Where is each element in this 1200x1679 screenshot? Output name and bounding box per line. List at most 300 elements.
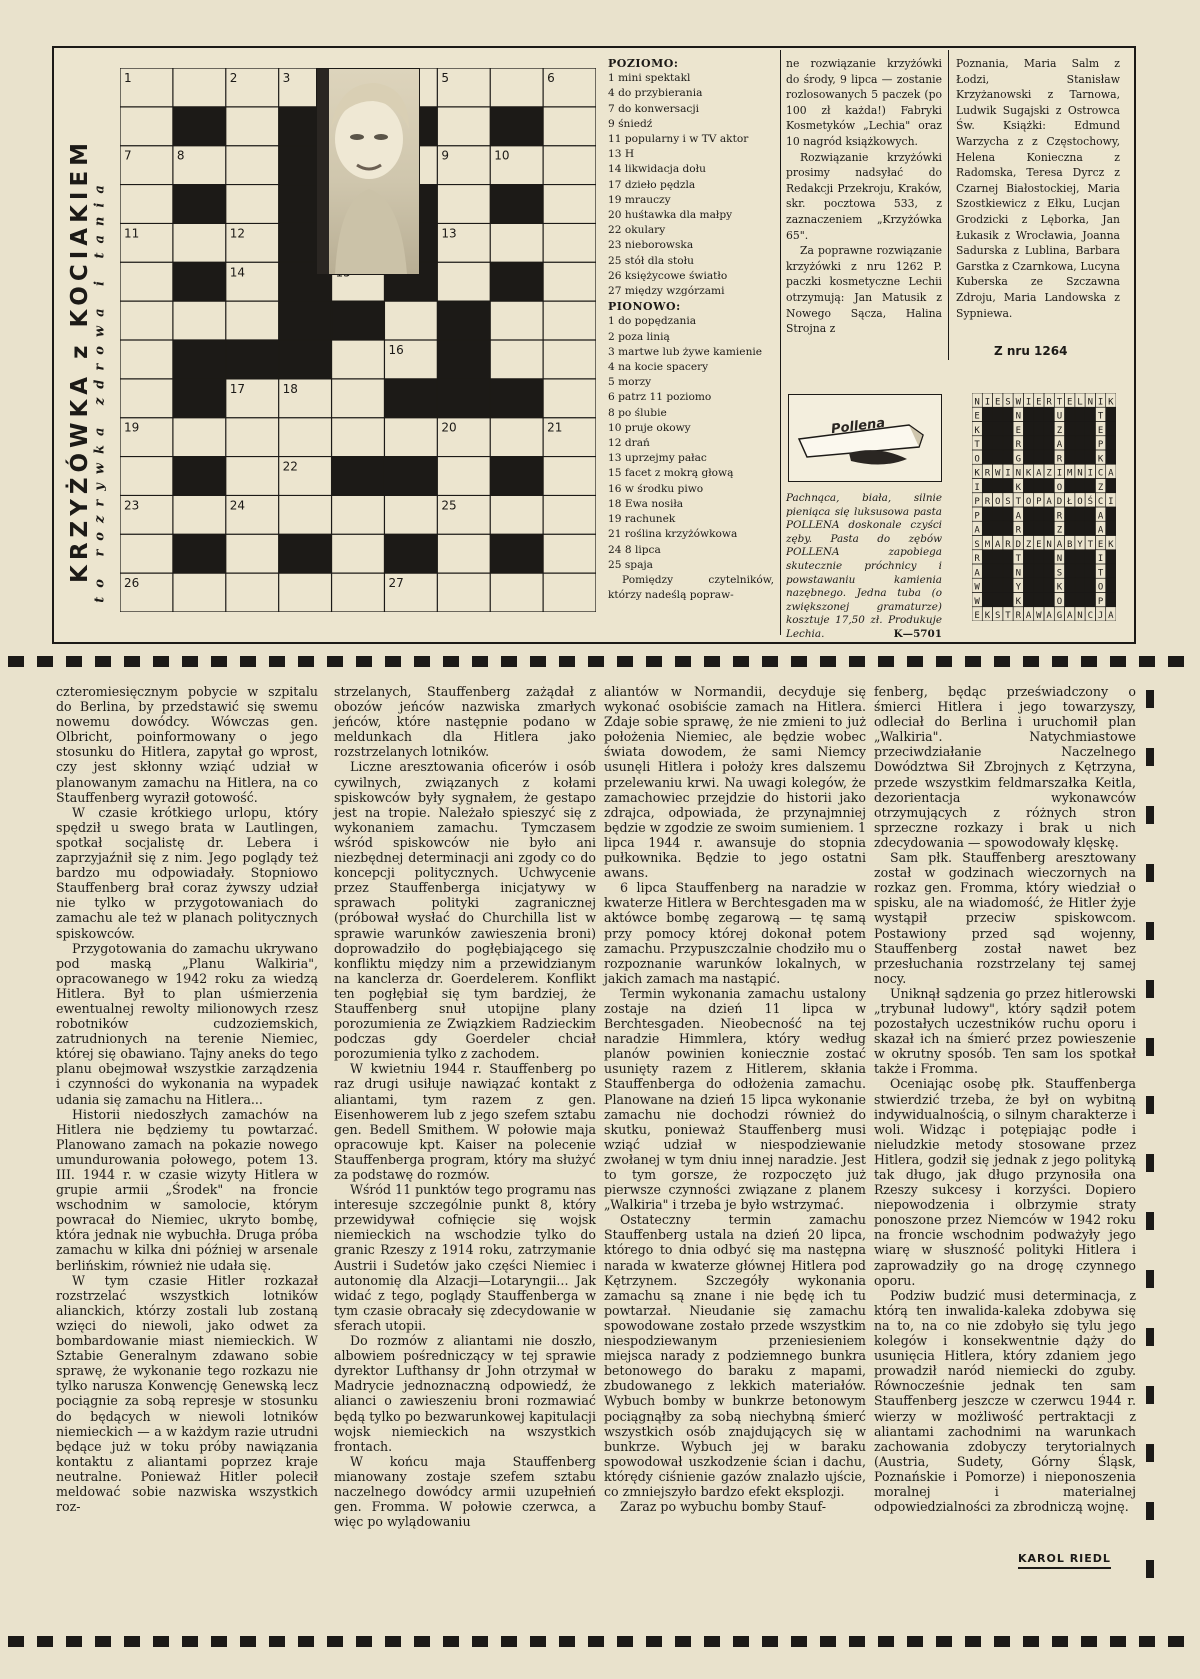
grid-black-cell: [490, 107, 543, 146]
grid-black-cell: [490, 379, 543, 418]
solution-black-cell: [1003, 436, 1013, 450]
solution-letter: K: [1108, 539, 1114, 550]
clue-item: 9 śniedź: [608, 117, 653, 130]
solution-letter: K: [1025, 468, 1032, 479]
winners-text: Poznania, Maria Salm z Łodzi, Stanisław Krzyżanowski z Tarnowa, Ludwik Sugajski z Ostrowca Św. Książki: Edmund Warzycha z z Częstochowy, Helena Konieczna z Radomska, Teresa Dyrcz z Czarnej Białostockiej, Maria Szostkiewicz z Ełku, Lucjan Grodzicki z Lęborka, Jan Łukasik z Wrocławia, Joanna Sadurska z Lublina, Barbara Garstka z Czarnkowa, Lucyna Kuberska ze Szczawna Zdroju, Maria Landowska z Sypniewa.: [956, 57, 1120, 320]
crossword-title: KRZYŻÓWKA z KOCIAKIEM: [67, 137, 93, 583]
solution-black-cell: [1003, 479, 1013, 493]
solution-black-cell: [1003, 450, 1013, 464]
solution-letter: E: [974, 611, 980, 621]
film-perforation: [1081, 1636, 1097, 1647]
solution-black-cell: [1085, 564, 1095, 578]
solution-letter: Ś: [1087, 497, 1093, 507]
film-perforation: [675, 1636, 691, 1647]
film-perforation: [849, 656, 865, 667]
clues-column: [608, 56, 774, 603]
film-perforation: [559, 656, 575, 667]
solution-black-cell: [993, 407, 1003, 421]
film-perforation: [1110, 656, 1126, 667]
solution-letter: R: [984, 497, 991, 507]
article-paragraph: Oceniając osobę płk. Stauffenberga stwierdzić trzeba, że był on wybitną indywidualnością, o silnym charakterze i woli. Widząc i potępiając podłe i nieludzkie metody stosowane przez Hitlera, godził się jednak z jego polityką tak długo, jak długo przynosiła ona Rzeszy sukcesy i korzyści. Dopiero niepowodzenia i olbrzymie straty ponoszone przez Niemców w 1942 roku na froncie wschodnim podważyły jego wiarę w słuszność polityki Hitlera i zaprowadziły go na drogę czynnego oporu.: [874, 1076, 1136, 1288]
solution-letter: C: [1097, 497, 1104, 507]
solution-black-cell: [1075, 422, 1085, 436]
grid-black-cell: [279, 301, 332, 340]
solution-letter: P: [1097, 440, 1104, 450]
film-perforation: [443, 656, 459, 667]
solution-letter: Z: [1025, 539, 1032, 550]
film-perforation: [95, 1636, 111, 1647]
grid-black-cell: [173, 379, 226, 418]
grid-black-cell: [490, 534, 543, 573]
solution-letter: S: [1005, 497, 1011, 507]
film-perforation: [704, 656, 720, 667]
film-perforation: [211, 656, 227, 667]
solution-black-cell: [1065, 450, 1075, 464]
article-paragraph: Ostateczny termin zamachu Stauffenberg ustala na dzień 20 lipca, którego to dnia odbyć się ma następna narada w kwaterze głównej Hitlera pod Kętrzynem. Szczegóły wykonania zamachu są znane i nie będę ich tu powtarzał. Nieudanie się zamachu spowodowane zostało przede wszystkim niespodziewanym przeniesieniem miejsca narady z podziemnego bunkra betonowego do baraku z mapami, zbudowanego z lekkich materiałów. Wybuch bomby w bunkrze betonowym pociągnąłby za sobą niechybną śmierć wszystkich osób znajdujących się w bunkrze. Wybuch jej w baraku spowodował uszkodzenie ścian i dachu, którędy ciśnienie gazów znalazło ujście, co zmniejszyło bardzo efekt eksplozji.: [604, 1212, 866, 1499]
article-paragraph: Przygotowania do zamachu ukrywano pod maską „Planu Walkiria", opracowanego w 1942 roku za wiedzą Hitlera. Był to plan uśmierzenia ewentualnej rewolty milionowych rzesz robotników cudzoziemskich, zatrudnionych na terenie Niemiec, której się obawiano. Tajny aneks do tego planu obejmował wszystkie zarządzenia i czynności do wykonania na wypadek udania się zamachu na Hitlera...: [56, 940, 318, 1107]
article-paragraph: Sam płk. Stauffenberg aresztowany został w godzinach wieczornych na rozkaz gen. Fromma, który wiedział o spisku, ale na wiadomość, że Hitler żyje wystąpił przeciw spiskowcom. Postawiony przed sąd wojenny, Stauffenberg został nawet bez przesłuchania rozstrzelany tej samej nocy.: [874, 850, 1136, 986]
solution-black-cell: [1023, 578, 1033, 592]
solution-letter: I: [1097, 397, 1104, 408]
article-paragraph: Uniknął sądzenia go przez hitlerowski „trybunał ludowy", który sądził potem pozostałych uczestników ruchu oporu i skazał ich na śmierć przez powieszenie w okrutny sposób. Ten sam los spotkał także i Fromma.: [874, 985, 1136, 1077]
film-perforation: [617, 656, 633, 667]
solution-black-cell: [1085, 422, 1095, 436]
solution-letter: I: [1005, 468, 1011, 479]
solution-letter: I: [1108, 497, 1114, 507]
solution-black-cell: [1003, 578, 1013, 592]
solution-letter: E: [995, 397, 1001, 408]
solution-black-cell: [982, 578, 992, 592]
article-paragraph: W tym czasie Hitler rozkazał rozstrzelać wszystkich lotników alianckich, którzy zostali lub zostaną wzięci do niewoli, jako odwet za bombardowanie miast niemieckich. W Sztabie Generalnym zdawano sobie sprawę, że wykonanie tego rozkazu nie tylko narusza Konwencję Genewską lecz pociągnie za sobą represje w stosunku do będących w niewoli lotników niemieckich — a w każdym razie utrudni będące już w toku próby nawiązania kontaktu z aliantami poprzez kraje neutralne. Ponieważ Hitler polecił meldować sobie nazwiska wszystkich roz-: [56, 1272, 318, 1515]
margin-mark: [1146, 980, 1154, 998]
solution-black-cell: [1075, 450, 1085, 464]
solution-black-cell: [1075, 436, 1085, 450]
grid-number: 25: [441, 498, 457, 513]
solution-letter: D: [1015, 539, 1021, 550]
margin-mark: [1146, 1444, 1154, 1462]
solution-black-cell: [993, 550, 1003, 564]
solution-letter: A: [974, 568, 980, 579]
film-perforation: [1168, 1636, 1184, 1647]
solution-black-cell: [1065, 593, 1075, 607]
solution-black-cell: [1106, 407, 1116, 421]
solution-letter: W: [995, 468, 1001, 479]
margin-mark: [1146, 1386, 1154, 1404]
margin-mark: [1146, 1502, 1154, 1520]
grid-black-cell: [384, 379, 437, 418]
film-perforation: [907, 656, 923, 667]
film-perforation: [530, 1636, 546, 1647]
previous-solution-grid: [972, 393, 1116, 621]
film-perforation: [240, 656, 256, 667]
solution-letter: S: [1056, 568, 1063, 579]
film-perforation: [1023, 656, 1039, 667]
pollena-ad-text: [786, 492, 942, 642]
clue-item: 19 rachunek: [608, 513, 676, 526]
grid-black-cell: [173, 107, 226, 146]
solution-black-cell: [1085, 407, 1095, 421]
solution-black-cell: [1044, 479, 1054, 493]
grid-number: 13: [441, 226, 457, 241]
solution-black-cell: [1034, 521, 1044, 535]
solution-black-cell: [1065, 436, 1075, 450]
film-perforation: [211, 1636, 227, 1647]
film-perforation: [472, 656, 488, 667]
solution-black-cell: [1034, 593, 1044, 607]
solution-black-cell: [1085, 578, 1095, 592]
film-perforation: [733, 656, 749, 667]
film-perforation: [878, 1636, 894, 1647]
article-paragraph: W kwietniu 1944 r. Stauffenberg po raz drugi usiłuje nawiązać kontakt z aliantami, tym razem z gen. Eisenhowerem lub z jego szefem sztabu gen. Bedell Smithem. W połowie maja opracowuje kpt. Kaiser na polecenie Stauffenberga program, który ma służyć za podstawę do rozmów.: [334, 1061, 596, 1182]
solution-black-cell: [1106, 450, 1116, 464]
solution-letter: O: [1056, 596, 1063, 607]
grid-black-cell: [437, 340, 490, 379]
solution-letter: O: [1056, 482, 1063, 493]
film-perforation: [849, 1636, 865, 1647]
ad-body: Pachnąca, biała, silnie pieniąca się luksusowa pasta POLLENA doskonale czyści zęby. Pasta do zębów POLLENA zapobiega skutecznie próchnicy i powstawaniu kamienia nazębnego. Jedna tuba (o zwiększonej gramaturze) kosztuje 17,50 zł. Produkuje Lechia.: [786, 492, 942, 640]
grid-black-cell: [437, 301, 490, 340]
contest-paragraph: ne rozwiązanie krzyżówki do środy, 9 lipca — zostanie rozlosowanych 5 paczek (po 100 zł każda!) Fabryki Kosmetyków „Lechia" oraz 10 nagród książkowych.: [786, 57, 942, 148]
film-perforation: [269, 1636, 285, 1647]
solution-letter: W: [974, 582, 980, 593]
grid-black-cell: [490, 457, 543, 496]
article-column-1: [56, 684, 318, 1514]
crossword-side-title: [60, 120, 108, 603]
clue-item: 4 na kocie spacery: [608, 361, 709, 374]
clue-item: 16 w środku piwo: [608, 482, 704, 495]
solution-letter: P: [1036, 497, 1042, 507]
film-perforation: [356, 656, 372, 667]
crossword-subtitle: to rozrywka zdrowa i tania: [92, 176, 108, 603]
solution-letter: E: [1097, 425, 1104, 436]
clue-item: 8 po ślubie: [608, 406, 667, 419]
grid-number: 5: [441, 71, 449, 85]
film-perforation: [8, 1636, 24, 1647]
clue-item: 25 spaja: [608, 558, 653, 571]
solution-black-cell: [1023, 450, 1033, 464]
solution-letter: R: [984, 468, 991, 479]
grid-number: 23: [124, 498, 140, 513]
solution-letter: A: [995, 539, 1001, 550]
clue-item: 23 nieborowska: [608, 239, 694, 252]
solution-black-cell: [1023, 593, 1033, 607]
solution-black-cell: [1034, 436, 1044, 450]
solution-black-cell: [1075, 550, 1085, 564]
grid-black-cell: [332, 301, 385, 340]
solution-letter: T: [1056, 397, 1063, 408]
solution-letter: A: [1046, 497, 1052, 507]
solution-letter: G: [1015, 454, 1021, 465]
solution-black-cell: [1003, 593, 1013, 607]
solution-black-cell: [982, 507, 992, 521]
grid-number: 6: [547, 71, 555, 85]
film-perforation: [66, 1636, 82, 1647]
solution-black-cell: [1065, 550, 1075, 564]
solution-black-cell: [993, 593, 1003, 607]
solution-black-cell: [1023, 507, 1033, 521]
solution-black-cell: [1085, 521, 1095, 535]
film-perforation: [66, 656, 82, 667]
solution-black-cell: [1085, 450, 1095, 464]
column-divider: [780, 50, 781, 635]
grid-black-cell: [279, 534, 332, 573]
solution-black-cell: [1075, 407, 1085, 421]
grid-number: 1: [124, 71, 132, 85]
solution-black-cell: [1034, 479, 1044, 493]
solution-letter: A: [1097, 511, 1104, 522]
film-perforation: [588, 1636, 604, 1647]
grid-black-cell: [384, 457, 437, 496]
grid-number: 12: [229, 226, 246, 241]
clue-item: 18 Ewa nosiła: [608, 497, 684, 510]
solution-letter: N: [1056, 554, 1063, 564]
grid-black-cell: [173, 340, 226, 379]
solution-letter: Z: [1097, 482, 1104, 493]
solution-letter: A: [1056, 539, 1063, 550]
film-perforation: [1023, 1636, 1039, 1647]
film-perforation: [617, 1636, 633, 1647]
clue-item: 4 do przybierania: [608, 87, 703, 100]
grid-number: 16: [388, 343, 404, 357]
solution-letter: O: [1097, 582, 1104, 593]
film-perforation: [385, 1636, 401, 1647]
contest-paragraph: Rozwiązanie krzyżówki prosimy nadsyłać do Redakcji Przekroju, Kraków, skr. pocztowa 533, z zaznaczeniem „Krzyżówka 65".: [786, 150, 942, 242]
film-perforation: [153, 1636, 169, 1647]
solution-letter: I: [1056, 468, 1063, 479]
solution-black-cell: [1034, 422, 1044, 436]
film-perforation: [327, 1636, 343, 1647]
article-paragraph: Historii niedoszłych zamachów na Hitlera nie będziemy tu powtarzać. Planowano zamach na pokazie nowego umundurowania połowego, potem 13. III. 1944 r. w czasie wizyty Hitlera w grupie armii „Środek" na froncie wschodnim w samolocie, którym powracał do Niemiec, ukryto bombę, która jednak nie wybuchła. Druga próba zamachu w kilka dni później w arsenale berlińskim, również nie udała się.: [56, 1106, 318, 1273]
solution-black-cell: [1065, 578, 1075, 592]
film-perforation: [8, 656, 24, 667]
margin-mark: [1146, 748, 1154, 766]
solution-letter: O: [1025, 497, 1032, 507]
solution-letter: W: [974, 596, 980, 607]
solution-letter: C: [1097, 468, 1104, 479]
solution-letter: R: [1005, 539, 1011, 550]
solution-black-cell: [982, 479, 992, 493]
solution-letter: T: [1087, 539, 1093, 550]
film-perforation: [936, 656, 952, 667]
solution-letter: B: [1067, 539, 1073, 550]
article-paragraph: Wśród 11 punktów tego programu nas interesuje szczególnie punkt 8, który przewidywał cofnięcie się wojsk niemieckich na wschodzie tylko do granic Rzeszy z 1914 roku, zatrzymanie Austrii i Sudetów jako części Niemiec i autonomię dla Alzacji—Lotaryngii... Jak widać z tego, poglądy Stauffenberga w tym czasie obracały się zdecydowanie w sferach utopii.: [334, 1182, 596, 1333]
film-perforation: [298, 656, 314, 667]
film-perforation: [298, 1636, 314, 1647]
solution-black-cell: [1065, 422, 1075, 436]
solution-letter: K: [984, 611, 991, 621]
film-perforation: [124, 1636, 140, 1647]
solution-black-cell: [993, 578, 1003, 592]
solution-letter: K: [974, 468, 980, 479]
grid-number: 8: [176, 148, 185, 163]
solution-letter: R: [1056, 454, 1063, 465]
solution-letter: K: [1015, 596, 1021, 607]
grid-number: 21: [547, 420, 563, 435]
film-perforation: [675, 656, 691, 667]
solution-black-cell: [1085, 507, 1095, 521]
clue-item: 27 między wzgórzami: [608, 285, 725, 298]
solution-letter: Z: [1046, 468, 1052, 479]
film-perforation: [501, 1636, 517, 1647]
solution-black-cell: [1065, 479, 1075, 493]
solution-black-cell: [993, 564, 1003, 578]
solution-letter: G: [1056, 611, 1063, 621]
solution-letter: T: [1005, 611, 1011, 621]
film-perforation: [182, 1636, 198, 1647]
solution-letter: E: [1036, 539, 1042, 550]
film-perforation: [530, 656, 546, 667]
pollena-ad-image: [788, 394, 942, 482]
clue-item: 24 8 lipca: [608, 543, 661, 556]
grid-black-cell: [437, 379, 490, 418]
grid-black-cell: [173, 262, 226, 301]
solution-letter: K: [974, 425, 980, 436]
solution-black-cell: [982, 593, 992, 607]
pionowo-header: PIONOWO:: [608, 300, 681, 314]
clue-item: 13 H: [608, 148, 635, 161]
solution-black-cell: [993, 521, 1003, 535]
margin-mark: [1146, 864, 1154, 882]
solution-letter: Z: [1056, 425, 1063, 436]
solution-black-cell: [993, 422, 1003, 436]
article-paragraph: fenberg, będąc przeświadczony o śmierci Hitlera i jego towarzyszy, odleciał do Berlina i uruchomił plan „Walkiria". Natychmiastowe przeciwdziałanie Naczelnego Dowództwa Sił Zbrojnych z Kętrzyna, przede wszystkim feldmarszałka Keitla, dezorientacja wykonawców otrzymujących z różnych stron sprzeczne rozkazy i brak u nich zdecydowania — spowodowały klęskę.: [874, 684, 1136, 850]
margin-mark: [1146, 1560, 1154, 1578]
solution-letter: J: [1097, 611, 1104, 621]
solution-letter: S: [974, 539, 980, 550]
solution-letter: E: [1067, 397, 1073, 408]
solution-black-cell: [1106, 436, 1116, 450]
pollena-logo: Pollena: [830, 415, 886, 438]
solution-letter: A: [1108, 468, 1114, 479]
film-perforation: [1139, 656, 1155, 667]
grid-number: 14: [229, 265, 246, 280]
solution-letter: R: [974, 554, 980, 564]
grid-number: 9: [441, 148, 449, 163]
solution-black-cell: [1106, 479, 1116, 493]
film-perforation: [820, 656, 836, 667]
article-paragraph: Do rozmów z aliantami nie doszło, albowiem pośredniczący w tej sprawie dyrektor Lufthansy dr John otrzymał w Madrycie jednoznaczną odpowiedź, że alianci o zawieszeniu broni rozmawiać będą tylko po bezwarunkowej kapitulacji wojsk niemieckich na wszystkich frontach.: [334, 1333, 596, 1454]
solution-black-cell: [1034, 564, 1044, 578]
clue-item: 25 stół dla stołu: [608, 254, 694, 267]
solution-black-cell: [1044, 407, 1054, 421]
solution-black-cell: [1044, 593, 1054, 607]
clue-item: 15 facet z mokrą głową: [608, 467, 734, 480]
solution-black-cell: [1085, 550, 1095, 564]
clue-item: 6 patrz 11 poziomo: [608, 391, 712, 404]
margin-mark: [1146, 1154, 1154, 1172]
solution-black-cell: [1065, 507, 1075, 521]
solution-letter: K: [1015, 482, 1021, 493]
article-column-2: [334, 684, 596, 1529]
solution-letter: M: [984, 539, 991, 550]
solution-black-cell: [1034, 450, 1044, 464]
clue-item: 20 huśtawka dla małpy: [608, 209, 733, 222]
film-perforation: [472, 1636, 488, 1647]
article-paragraph: Zaraz po wybuchu bomby Stauf-: [620, 1499, 826, 1515]
solution-letter: E: [1036, 397, 1042, 408]
solution-black-cell: [993, 450, 1003, 464]
solution-letter: A: [1046, 611, 1052, 621]
solution-letter: T: [1015, 554, 1021, 564]
film-perforation: [124, 656, 140, 667]
solution-letter: A: [1036, 468, 1042, 479]
film-perforation: [385, 656, 401, 667]
poziomo-list: [608, 71, 774, 299]
clue-item: 17 dzieło pędzla: [608, 178, 696, 191]
solution-letter: N: [974, 397, 980, 408]
poziomo-header: POZIOMO:: [608, 57, 679, 70]
margin-mark: [1146, 1270, 1154, 1288]
solution-black-cell: [1023, 422, 1033, 436]
film-perforation: [443, 1636, 459, 1647]
solution-black-cell: [982, 550, 992, 564]
clue-item: 5 morzy: [608, 376, 652, 389]
winners-list: [956, 56, 1120, 321]
film-perforation: [878, 656, 894, 667]
solution-black-cell: [1003, 550, 1013, 564]
solution-black-cell: [1023, 550, 1033, 564]
solution-letter: A: [1056, 440, 1063, 450]
film-perforation: [1081, 656, 1097, 667]
solution-black-cell: [1065, 521, 1075, 535]
solution-letter: W: [1036, 611, 1042, 621]
solution-black-cell: [1065, 564, 1075, 578]
solution-black-cell: [1044, 564, 1054, 578]
film-perforation: [588, 656, 604, 667]
film-perforation: [95, 656, 111, 667]
article-paragraph: 6 lipca Stauffenberg na naradzie w kwaterze Hitlera w Berchtesgaden ma w aktówce bombę zegarową — tę samą przy pomocy której dokonał potem zamachu. Przypuszczalnie chodziło mu o rozpoznanie warunków lokalnych, w jakich zamach ma nastąpić.: [604, 880, 866, 986]
solution-black-cell: [1085, 593, 1095, 607]
solution-letter: A: [1015, 511, 1021, 522]
contest-paragraph: Za poprawne rozwiązanie krzyżówki z nru 1262 P. paczki kosmetyczne Lechii otrzymują: Jan Matusik z Nowego Sącza, Halina Strojna z: [786, 244, 942, 336]
solution-black-cell: [1003, 407, 1013, 421]
solution-black-cell: [982, 450, 992, 464]
grid-number: 20: [441, 420, 457, 435]
film-perforation: [559, 1636, 575, 1647]
clue-item: 10 pruje okowy: [608, 421, 691, 434]
solution-letter: A: [974, 525, 980, 536]
ad-code: K—5701: [893, 627, 942, 640]
film-perforation: [820, 1636, 836, 1647]
clue-item: 22 okulary: [608, 224, 666, 237]
solution-black-cell: [1075, 479, 1085, 493]
solution-letter: A: [1025, 611, 1032, 621]
grid-black-cell: [332, 457, 385, 496]
solution-letter: O: [1077, 497, 1083, 507]
film-perforation: [240, 1636, 256, 1647]
solution-black-cell: [993, 507, 1003, 521]
film-perforation: [37, 656, 53, 667]
film-perforation: [965, 656, 981, 667]
grid-number: 19: [124, 420, 140, 435]
clue-item: 26 księżycowe światło: [608, 269, 728, 282]
solution-letter: A: [1097, 525, 1104, 536]
solution-letter: Z: [1056, 525, 1063, 536]
margin-mark: [1146, 1096, 1154, 1114]
solution-letter: D: [1056, 497, 1063, 507]
solution-black-cell: [1044, 450, 1054, 464]
solution-letter: I: [1025, 397, 1032, 408]
solution-letter: K: [1108, 397, 1114, 408]
solution-header: Z nru 1264: [994, 344, 1068, 358]
margin-mark: [1146, 806, 1154, 824]
film-perforation: [414, 1636, 430, 1647]
solution-letter: R: [1015, 525, 1021, 536]
solution-black-cell: [1085, 436, 1095, 450]
solution-letter: N: [1015, 568, 1021, 579]
film-perforation: [965, 1636, 981, 1647]
film-perforation: [269, 656, 285, 667]
